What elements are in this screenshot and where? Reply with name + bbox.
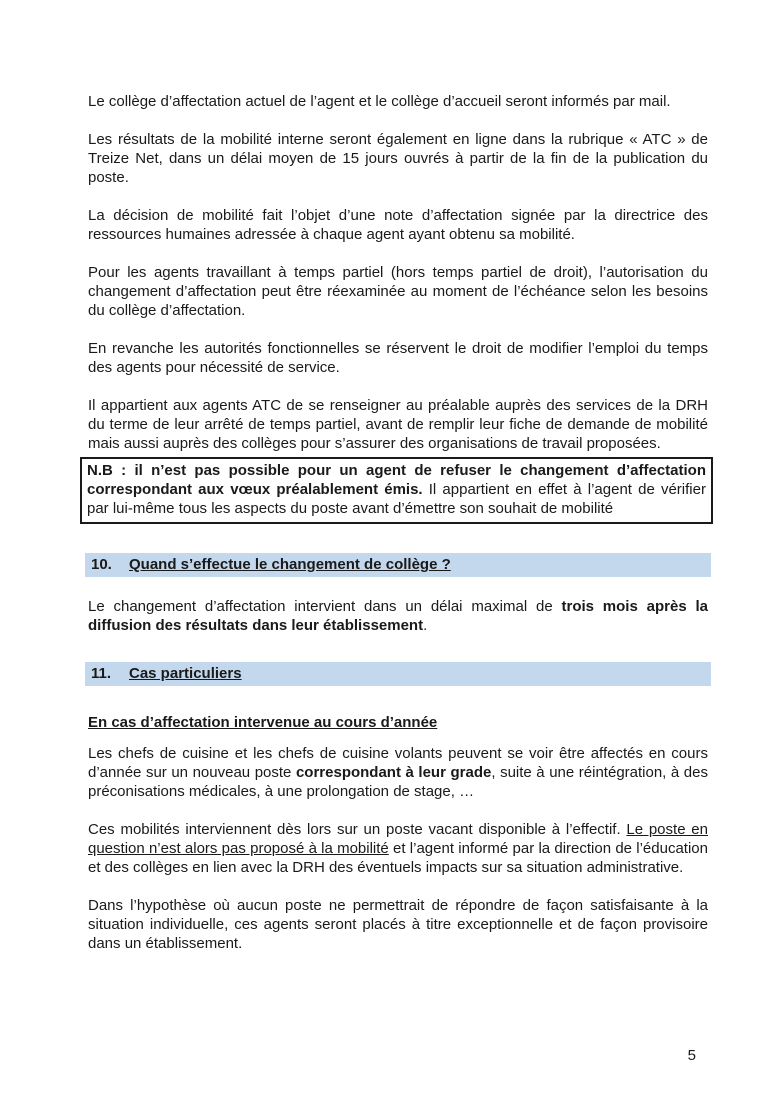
text-run: Le collège d’affectation actuel de l’agent et le collège d’accueil seront informés par mail. <box>88 93 671 110</box>
paragraph <box>88 206 708 244</box>
document-body <box>88 92 708 972</box>
text-run: La décision de mobilité fait l’objet d’une note d’affectation signée par la directrice des ressources humaines adressée à chaque agent ayant obtenu sa mobilité. <box>88 207 708 243</box>
text-run: trois mois après la diffusion des résultats dans leur établissement <box>88 598 708 634</box>
paragraph <box>88 339 708 377</box>
sub-heading <box>88 713 708 732</box>
text-run: En cas d’affectation intervenue au cours d’année <box>88 714 438 731</box>
paragraph <box>88 597 708 635</box>
text-run: En revanche les autorités fonctionnelles se réservent le droit de modifier l’emploi du temps des agents pour nécessité de service. <box>88 340 708 376</box>
text-run: N.B : il n’est pas possible pour un agent de refuser le changement d’affectation correspondant aux vœux préalablement émis. <box>87 462 706 498</box>
text-run: , suite à une réintégration, à des préconisations médicales, à une prolongation de stage, … <box>88 764 708 800</box>
section-heading <box>85 662 711 686</box>
section-number: 11. <box>91 665 112 682</box>
text-run: correspondant à leur grade <box>295 764 492 781</box>
text-run: Les résultats de la mobilité interne seront également en ligne dans la rubrique « ATC » de Treize Net, dans un délai moyen de 15 jours ouvrés à partir de la fin de la publication du poste. <box>88 131 708 186</box>
text-run: . <box>423 617 428 634</box>
text-run: Le changement d’affectation intervient dans un délai maximal de <box>88 598 562 615</box>
text-run: Pour les agents travaillant à temps partiel (hors temps partiel de droit), l’autorisation du changement d’affectation peut être réexaminée au moment de l’échéance selon les besoins du collège d’affectation. <box>88 264 708 319</box>
section-number: 10. <box>91 556 112 573</box>
paragraph <box>88 396 708 453</box>
nb-box <box>80 457 713 524</box>
text-run: Dans l’hypothèse où aucun poste ne permettrait de répondre de façon satisfaisante à la situation individuelle, ces agents seront placés à titre exceptionnelle et de façon provisoire dans un établissement. <box>88 897 708 952</box>
text-run: Ces mobilités interviennent dès lors sur un poste vacant disponible à l’effectif. <box>88 821 627 838</box>
paragraph <box>88 744 708 801</box>
text-run: Il appartient aux agents ATC de se renseigner au préalable auprès des services de la DRH du terme de leur arrêté de temps partiel, avant de remplir leur fiche de demande de mobilité mais aussi auprès des collèges pour s’assurer des organisations de travail proposées. <box>88 397 708 452</box>
section-title: Cas particuliers <box>129 665 242 682</box>
paragraph <box>88 896 708 953</box>
paragraph <box>88 263 708 320</box>
text-run: Les chefs de cuisine et les chefs de cuisine volants peuvent se voir être affectés en cours d’année sur un nouveau poste <box>88 745 708 781</box>
text-run: Il appartient en effet à l’agent de vérifier par lui-même tous les aspects du poste avant d’émettre son souhait de mobilité <box>87 481 706 517</box>
text-run: et l’agent informé par la direction de l’éducation et des collèges en lien avec la DRH des éventuels impacts sur sa situation administrative. <box>88 840 708 876</box>
section-title: Quand s’effectue le changement de collège ? <box>129 556 451 573</box>
page-number: 5 <box>687 1047 696 1064</box>
paragraph <box>88 130 708 187</box>
paragraph <box>88 820 708 877</box>
paragraph <box>88 92 708 111</box>
text-run: Le poste en question n’est alors pas proposé à la mobilité <box>88 821 708 857</box>
section-heading <box>85 553 711 577</box>
